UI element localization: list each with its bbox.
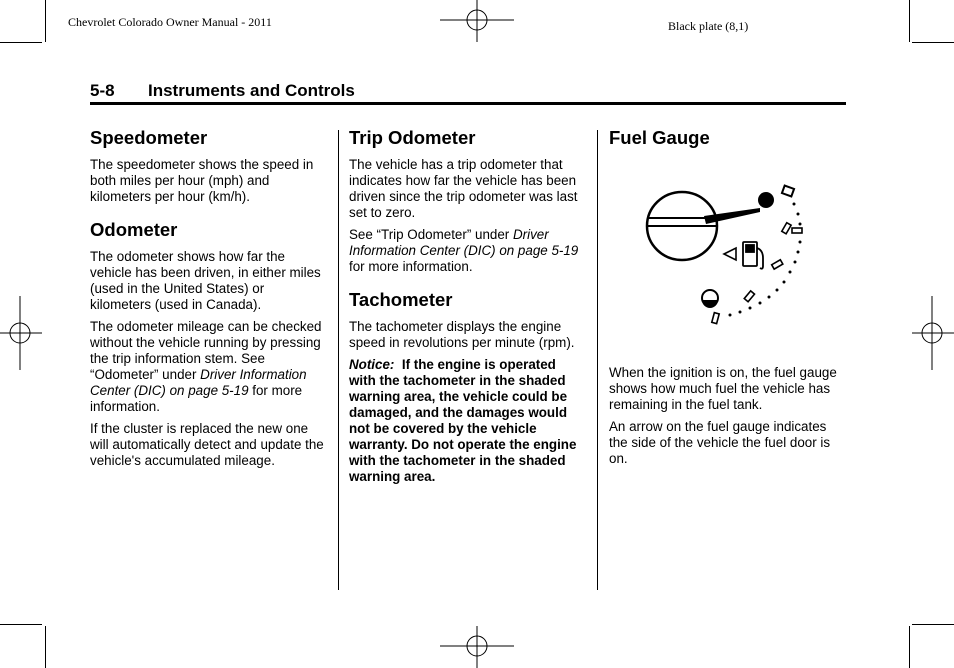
crop-mark [909,626,910,668]
fuel-gauge-text-1: When the ignition is on, the fuel gauge shows how much fuel the vehicle has remaining in the fuel tank. [609,365,837,412]
crop-mark [45,0,46,42]
section-rule [90,102,846,105]
tachometer-notice [349,357,585,485]
section-number: 5-8 [90,81,115,100]
dic-reference-link[interactable]: Driver Information Center (DIC) on page 5-19 [349,227,579,258]
trip-odometer-heading: Trip Odometer [349,127,476,148]
column-3 [609,127,845,157]
crop-mark [912,624,954,625]
odometer-text-2-post: for more information. [90,383,303,414]
trip-odometer-text-1: The vehicle has a trip odometer that indicates how far the vehicle has been driven since the trip odometer was last set to zero. [349,157,578,220]
registration-mark-bottom [440,626,514,668]
fuel-gauge-illustration [640,182,810,332]
odometer-text-3: If the cluster is replaced the new one will automatically detect and update the vehicle's accumulated mileage. [90,421,324,468]
registration-mark-left [0,296,42,370]
fuel-gauge-text-2: An arrow on the fuel gauge indicates the side of the vehicle the fuel door is on. [609,419,831,466]
column-3-text [609,365,845,473]
odometer-heading: Odometer [90,219,178,240]
notice-label: Notice: [349,357,395,372]
crop-mark [909,0,910,42]
dic-reference-link[interactable]: Driver Information Center (DIC) on page 5-19 [90,367,307,398]
trip-text-2-post: for more information. [349,259,473,274]
odometer-text-2 [90,319,326,415]
tachometer-heading: Tachometer [349,289,453,310]
crop-mark [45,626,46,668]
column-1 [90,127,326,475]
column-divider [597,130,598,590]
trip-odometer-text-2 [349,227,585,275]
crop-mark [0,42,42,43]
plate-label: Black plate (8,1) [668,19,749,33]
crop-mark [0,624,42,625]
section-title: Instruments and Controls [148,81,355,100]
registration-mark-right [912,296,954,370]
speedometer-heading: Speedometer [90,127,208,148]
fuel-pump-icon [743,242,763,269]
crop-mark [912,42,954,43]
manual-title: Chevrolet Colorado Owner Manual - 2011 [68,15,272,29]
fuel-door-arrow-icon [724,248,736,260]
registration-mark-top [440,0,514,42]
odometer-text-2-pre: The odometer mileage can be checked without the vehicle running by pressing the trip information stem. See “Odometer” under [90,319,322,382]
notice-text: If the engine is operated with the tachometer in the shaded warning area, the vehicle could be damaged, and the damages would not be covered by the vehicle warranty. Do not operate the engine with the tachometer in the shaded warning area. [349,357,577,484]
tachometer-text: The tachometer displays the engine speed in revolutions per minute (rpm). [349,319,575,350]
column-2 [349,127,585,491]
column-divider [338,130,339,590]
speedometer-text: The speedometer shows the speed in both miles per hour (mph) and kilometers per hour (km/h). [90,157,314,204]
trip-text-2-pre: See “Trip Odometer” under [349,227,513,242]
odometer-text-1: The odometer shows how far the vehicle has been driven, in either miles (used in the United States) or kilometers (used in Canada). [90,249,321,312]
fuel-gauge-heading: Fuel Gauge [609,127,710,148]
full-indicator-icon [758,192,774,208]
